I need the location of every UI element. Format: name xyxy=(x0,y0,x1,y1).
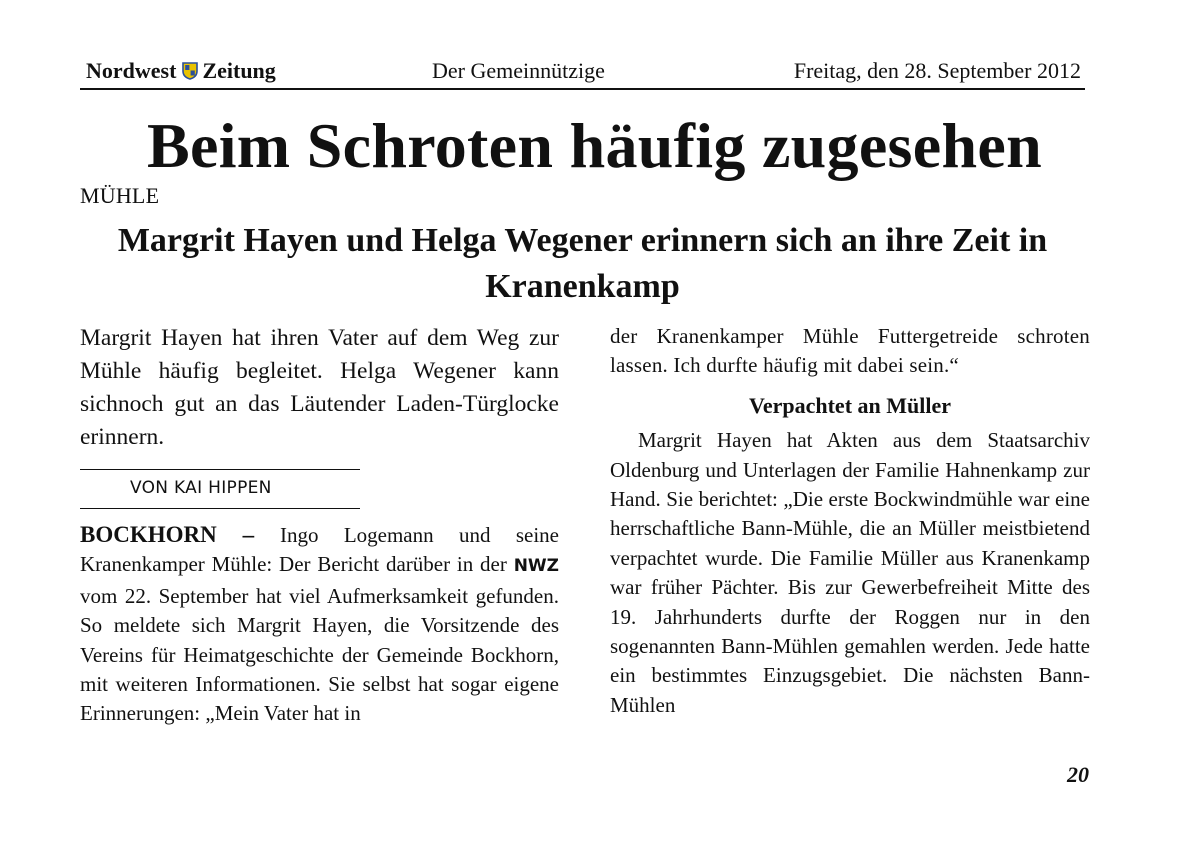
body-text-2: Margrit Hayen hat Akten aus dem Staatsarchiv Oldenburg und Unterlagen der Familie Hahnenkamp zur Hand. Sie berichtet: „Die erste Bockwindmühle war eine herrschaftliche Bann-Mühle, die an Müller meistbietend verpachtet wurde. Die Familie Müller aus Kranenkamp war früher Pächter. Bis zur Gewerbefreiheit Mitte des 19. Jahrhunderts durfte der Roggen nur in den sogenannten Bann-Mühlen gemahlen werden. Jede hatte ein bestimmtes Einzugsgebiet. Die nächsten Bann-Mühlen xyxy=(610,428,1090,717)
article-column-right xyxy=(610,322,1090,720)
byline-rule-top xyxy=(80,469,360,470)
article-headline: Beim Schroten häufig zugesehen xyxy=(147,110,1042,181)
section-title: Der Gemeinnützige xyxy=(432,58,605,83)
issue-date: Freitag, den 28. September 2012 xyxy=(793,58,1081,83)
byline: VON KAI HIPPEN xyxy=(130,478,272,498)
masthead-right: Zeitung xyxy=(202,58,276,83)
nwz-logo-text: NWZ xyxy=(513,556,559,577)
body-text-continued: der Kranenkamper Mühle Futtergetreide schroten lassen. Ich durfte häufig mit dabei sein.“ xyxy=(610,324,1090,378)
article-intro: Margrit Hayen hat ihren Vater auf dem Weg zur Mühle häufig begleitet. Helga Wegener kann sichnoch gut an das Läutender Laden-Türglocke erinnern. xyxy=(80,325,559,450)
dateline: BOCKHORN – xyxy=(80,522,280,547)
page-header xyxy=(80,58,1085,90)
article-kicker: MÜHLE xyxy=(80,183,160,208)
byline-rule-bottom xyxy=(80,508,360,509)
article-subhead: Margrit Hayen und Helga Wegener erinnern sich an ihre Zeit in Kranenkamp xyxy=(117,222,1048,305)
body-text-1a: Ingo Logemann und seine Kranenkamper Mühle: Der Bericht darüber in der xyxy=(80,523,560,577)
coat-of-arms-icon xyxy=(182,62,198,80)
intertitle: Verpachtet an Müller xyxy=(748,392,952,418)
article-column-left xyxy=(80,520,559,729)
masthead-left: Nordwest xyxy=(86,58,177,83)
page-number: 20 xyxy=(1067,762,1089,787)
masthead xyxy=(86,58,276,84)
body-text-1b: vom 22. September hat viel Aufmerksamkeit gefunden. So meldete sich Margrit Hayen, die Vorsitzende des Vereins für Heimatgeschichte der Gemeinde Bockhorn, mit weiteren Informationen. Sie selbst hat sogar eigene Erinnerungen: „Mein Vater hat in xyxy=(80,583,559,726)
